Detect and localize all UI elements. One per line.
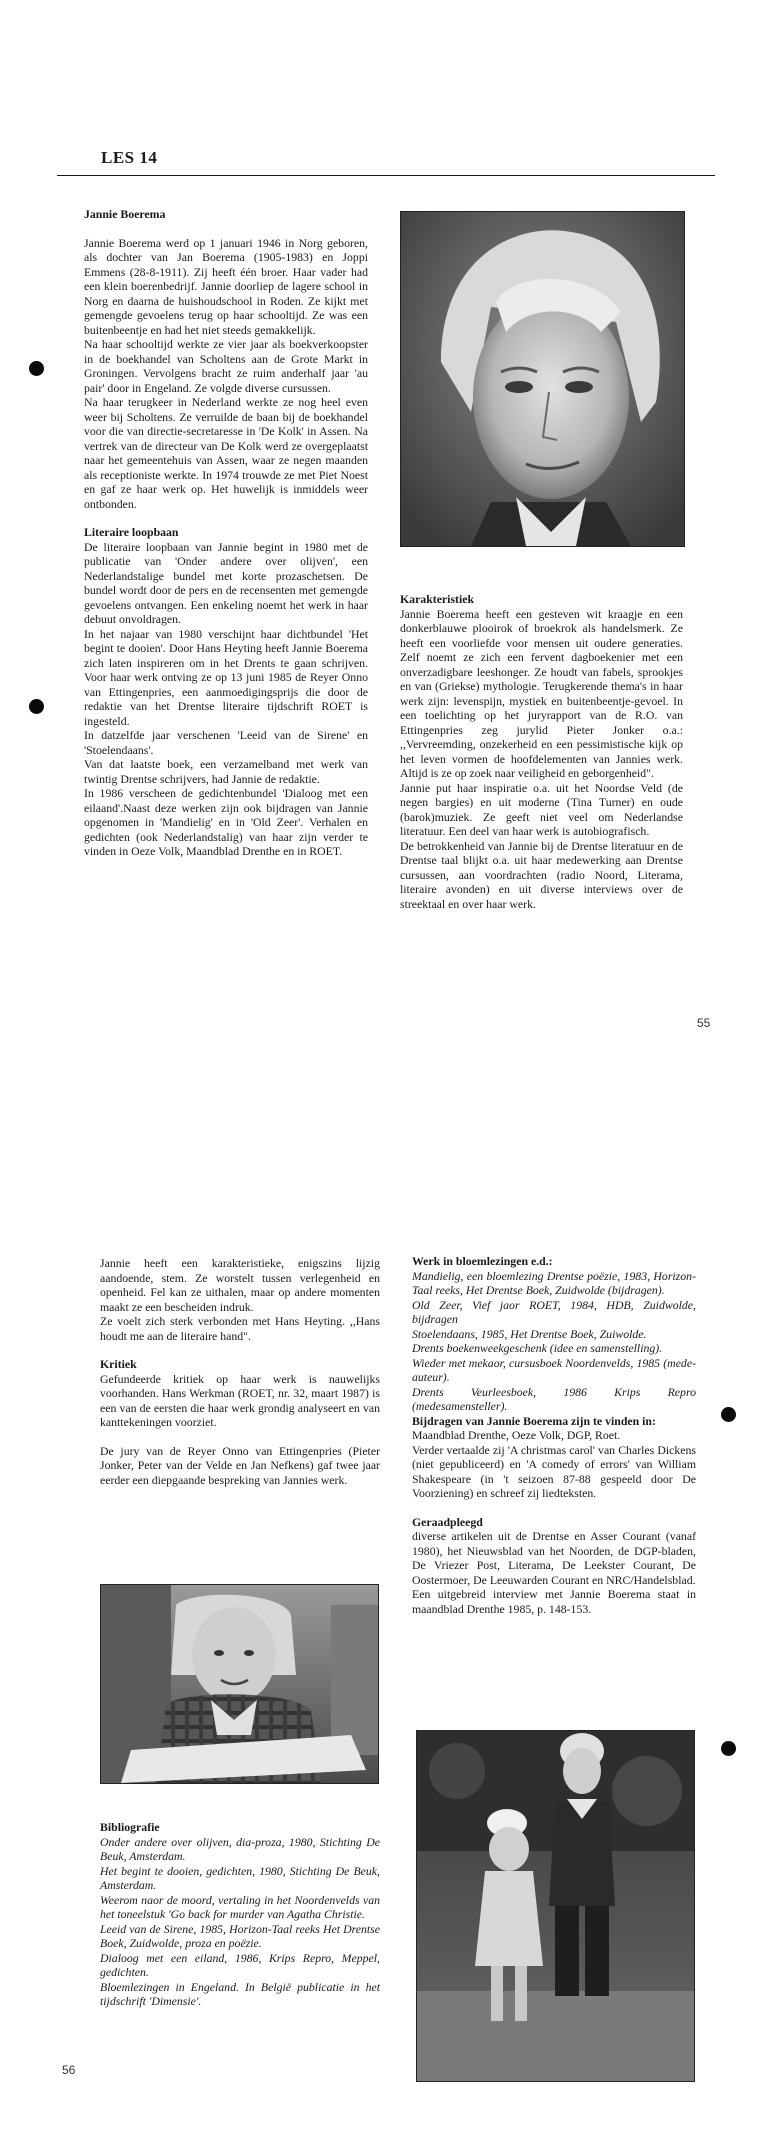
bibliography-entry: Weerom naor de moord, vertaling in het Noordenvelds van het toneelstuk 'Go back for murder van Agatha Christie. bbox=[100, 1892, 380, 1921]
anthology-entry: Drents boekenweekgeschenk (idee en samenstelling). bbox=[412, 1341, 663, 1355]
punch-hole bbox=[29, 361, 44, 376]
childhood-photo bbox=[100, 1584, 379, 1784]
section-heading-bijdragen: Bijdragen van Jannie Boerema zijn te vinden in: bbox=[412, 1413, 656, 1428]
portrait-image bbox=[401, 212, 684, 546]
section-heading-bloemlezingen: Werk in bloemlezingen e.d.: bbox=[412, 1254, 553, 1268]
right-column bbox=[400, 592, 683, 911]
karakteristiek-paragraph: De betrokkenheid van Jannie bij de Drentse literatuur en de Drentse taal blijkt o.a. uit haar medewerking aan Drentse cursussen, aan voordrachten (radio Noord, Literama, literaire avonden) en uit diverse interviews over de streektaal en over haar werk. bbox=[400, 838, 683, 911]
bibliography-column bbox=[100, 1820, 380, 2009]
anthology-entry: Old Zeer, Vief jaor ROET, 1984, HDB, Zuidwolde, bijdragen bbox=[412, 1297, 696, 1326]
loopbaan-paragraph: In het najaar van 1980 verschijnt haar dichtbundel 'Het begint te dooien'. Door Hans Heyting heeft Jannie Boerema zich laten inspireren om in het Drents te gaan schrijven. Voor haar werk ontving ze op 13 juni 1985 de Reyer Onno van Ettingenpries, een aanmoedigingsprijs die door de redaktie van het Drentse literaire tijdschrift ROET is ingesteld. bbox=[84, 626, 368, 728]
punch-hole bbox=[721, 1407, 736, 1422]
punch-hole bbox=[721, 1741, 736, 1756]
anthology-entry: Stoelendaans, 1985, Het Drentse Boek, Zuiwolde. bbox=[412, 1326, 647, 1341]
bibliography-entry: Leeid van de Sirene, 1985, Horizon-Taal reeks Het Drentse Boek, Zuidwolde, proza en poëzie. bbox=[100, 1921, 380, 1950]
loopbaan-paragraph: In datzelfde jaar verschenen 'Leeid van de Sirene' en 'Stoelendaans'. bbox=[84, 728, 368, 757]
child-at-desk-image bbox=[101, 1585, 378, 1783]
intro-paragraph: Jannie heeft een karakteristieke, enigszins lijzig aandoende, stem. Ze worstelt tussen verlegenheid en openheid. Fel kan ze uithalen, maar op andere momenten maakt ze een bescheiden indruk. bbox=[100, 1256, 380, 1314]
article-title: Jannie Boerema bbox=[84, 207, 166, 221]
intro-paragraph: Ze voelt zich sterk verbonden met Hans Heyting. ,,Hans houdt me aan de literaire hand". bbox=[100, 1314, 380, 1343]
page-number: 55 bbox=[697, 1016, 711, 1030]
lesson-header: LES 14 bbox=[101, 148, 158, 167]
geraadpleegd-paragraph: Een uitgebreid interview met Jannie Boerema staat in maandblad Drenthe 1985, p. 148-153. bbox=[412, 1587, 696, 1616]
bijdragen-paragraph: Verder vertaalde zij 'A christmas carol' van Charles Dickens (niet gepubliceerd) en 'A comedy of errors' van William Shakespeare (in 't seizoen 87-88 gespeeld door De Voorziening) en schreef zij liedteksten. bbox=[412, 1442, 696, 1500]
left-column bbox=[84, 207, 368, 859]
section-heading-karakteristiek: Karakteristiek bbox=[400, 592, 475, 606]
bibliography-entry: Onder andere over olijven, dia-proza, 1980, Stichting De Beuk, Amsterdam. bbox=[100, 1834, 380, 1863]
right-column bbox=[412, 1254, 696, 1616]
section-heading-bibliografie: Bibliografie bbox=[100, 1820, 160, 1834]
section-heading-kritiek: Kritiek bbox=[100, 1357, 137, 1371]
bibliography-entry: Het begint te dooien, gedichten, 1980, Stichting De Beuk, Amsterdam. bbox=[100, 1863, 380, 1892]
bio-paragraph: Jannie Boerema werd op 1 januari 1946 in Norg geboren, als dochter van Jan Boerema (1905-1983) en Joppi Emmens (28-8-1911). Zij heeft één broer. Haar vader had een klein boerenbedrijf. Jannie doorliep de lagere school in Norg en daarna de huishoudschool in Roden. Ze kijkt met gemengde gevoelens terug op haar schooltijd. Ze was een buitenbeentje en had het niet steeds gemakkelijk. bbox=[84, 235, 368, 337]
section-heading-loopbaan: Literaire loopbaan bbox=[84, 525, 179, 539]
kritiek-paragraph: Gefundeerde kritiek op haar werk is nauwelijks voorhanden. Hans Werkman (ROET, nr. 32, maart 1987) is een van de eersten die haar werk grondig analyseert en van kanttekeningen voorziet. bbox=[100, 1371, 380, 1429]
bibliography-entry: Dialoog met een eiland, 1986, Krips Repro, Meppel, gedichten. bbox=[100, 1950, 380, 1979]
karakteristiek-paragraph: Jannie Boerema heeft een gesteven wit kraagje en een donkerblauwe plooirok of broekrok als handelsmerk. Ze heeft een voorliefde voor mensen uit oudere generaties. Zelf noemt ze zich een fervent dagboekenier met een onverzadigbare leeshonger. Ze houdt van fabels, sprookjes en van (Griekse) mythologie. Terugkerende thema's in haar werk zijn: levenspijn, mystiek en buitenbeentje-gevoel. In een toelichting op het juryrapport van de R.O. van Ettingenpries zeg jurylid Pieter Jonker o.a.: ,,Vervreemding, onzekerheid en een pessimistische kijk op het leven vormen de hoofdelementen van Jannies werk. Altijd is ze op zoek naar veiligheid en geborgenheid". bbox=[400, 606, 683, 780]
section-heading-geraadpleegd: Geraadpleegd bbox=[412, 1514, 483, 1529]
anthology-entry: Drents Veurleesboek, 1986 Krips Repro (medesamensteller). bbox=[412, 1384, 696, 1413]
anthology-entry: Mandielig, een bloemlezing Drentse poëzie, 1983, Horizon-Taal reeks, Het Drentse Boek, Zuidwolde (bijdragen). bbox=[412, 1268, 696, 1297]
loopbaan-paragraph: In 1986 verscheen de gedichtenbundel 'Dialoog met een eilaand'.Naast deze werken zijn ook bijdragen van Jannie opgenomen in 'Mandielig' en in 'Old Zeer'. Verhalen en gedichten (ook Nederlandstalig) van haar zijn verder te vinden in Oeze Volk, Maandblad Drenthe en in ROET. bbox=[84, 786, 368, 858]
bijdragen-paragraph: Maandblad Drenthe, Oeze Volk, DGP, Roet. bbox=[412, 1428, 621, 1442]
loopbaan-paragraph: Van dat laatste boek, een verzamelband met werk van twintig Drentse schrijvers, had Jannie de redaktie. bbox=[84, 757, 368, 786]
bibliography-entry: Bloemlezingen in Engeland. In België publicatie in het tijdschrift 'Dimensie'. bbox=[100, 1979, 380, 2008]
punch-hole bbox=[29, 699, 44, 714]
kritiek-paragraph: De jury van de Reyer Onno van Ettingenpries (Pieter Jonker, Peter van der Velde en Jan Nefkens) gaf twee jaar eerder een diepgaande bespreking van Jannies werk. bbox=[100, 1443, 380, 1487]
portrait-photo bbox=[400, 211, 685, 547]
two-children-image bbox=[417, 1731, 694, 2081]
bio-paragraph: Na haar schooltijd werkte ze vier jaar als boekverkoopster in de boekhandel van Scholtens aan de Grote Markt in Groningen. Vervolgens bracht ze ruim anderhalf jaar 'au pair' door in Engeland. Ze volgde diverse cursussen. bbox=[84, 337, 368, 395]
page-55 bbox=[0, 0, 768, 1075]
anthology-entry: Wieder met mekaor, cursusboek Noordenvelds, 1985 (mede-auteur). bbox=[412, 1355, 696, 1384]
siblings-photo bbox=[416, 1730, 695, 2082]
loopbaan-paragraph: De literaire loopbaan van Jannie begint in 1980 met de publicatie van 'Onder andere over olijven', een Nederlandstalige bundel met korte prozaschetsen. De bundel wordt door de pers en de recensenten met gemengde gevoelens ontvangen. Een enkeling noemt het werk in haar debuut onvoldragen. bbox=[84, 539, 368, 626]
header-rule bbox=[57, 175, 715, 176]
bio-paragraph: Na haar terugkeer in Nederland werkte ze nog heel even weer bij Scholtens. Ze verruilde de baan bij de boekhandel voor die van directie-secretaresse in 'De Kolk' in Assen. Na vertrek van de directeur van De Kolk werd ze overgeplaatst naar het gemeentehuis van Assen, waar ze negen maanden als receptioniste werkte. In 1974 trouwde ze met Piet Noest en gaf ze haar werk op. Het huwelijk is inmiddels weer ontbonden. bbox=[84, 395, 368, 511]
karakteristiek-paragraph: Jannie put haar inspiratie o.a. uit het Noordse Veld (de negen bargies) en uit moderne (Tina Turner) en oude (barok)muziek. Ze geeft niet veel om Nederlandse literatuur. Een deel van haar werk is autobiografisch. bbox=[400, 780, 683, 838]
geraadpleegd-paragraph: diverse artikelen uit de Drentse en Asser Courant (vanaf 1980), het Nieuwsblad van het Noorden, de DGP-bladen, De Vriezer Post, Literama, De Leekster Courant, De Oostermoer, De Leeuwarden Courant en NRC/Handelsblad. bbox=[412, 1529, 696, 1587]
page-number: 56 bbox=[62, 2063, 76, 2077]
page-56 bbox=[0, 1075, 768, 2151]
left-column bbox=[100, 1256, 380, 1487]
